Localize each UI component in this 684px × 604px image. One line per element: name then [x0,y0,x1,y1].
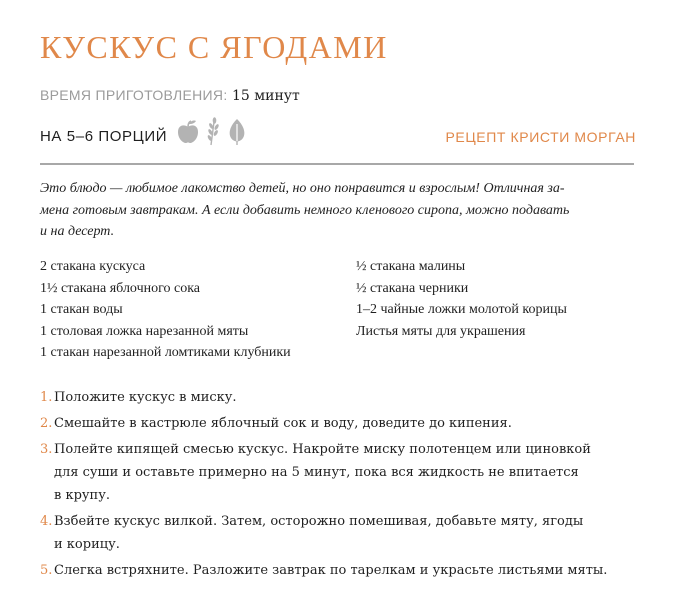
recipe-author: РЕЦЕПТ КРИСТИ МОРГАН [445,129,636,145]
ingredient-item: 1½ стакана яблочного сока [40,280,201,296]
recipe-title: КУСКУС С ЯГОДАМИ [40,29,388,65]
prep-time-value: 15 минут [227,88,300,104]
ingredient-item: Листья мяты для украшения [356,323,526,339]
step-item [40,386,237,409]
servings: НА 5–6 ПОРЦИЙ [40,128,168,145]
prep-time-label: ВРЕМЯ ПРИГОТОВЛЕНИЯ: [40,87,228,103]
step-text: и корицу. [54,537,120,552]
ingredient-item: 2 стакана кускуса [40,259,146,274]
step-item [40,559,607,582]
wheat-icon [202,116,224,146]
ingredient-item: 1 стакан нарезанной ломтиками клубники [40,345,291,360]
intro-line: мена готовым завтракам. А если добавить немного кленового сиропа, можно подавать [40,202,570,218]
step-text: Смешайте в кастрюле яблочный сок и воду, доведите до кипения. [54,416,512,431]
step-text: Положите кускус в миску. [54,390,237,405]
step-number: 4. [40,514,53,529]
ingredients-left [40,256,291,364]
ingredient-item: ½ стакана малины [356,259,466,274]
step-text: Полейте кипящей смесью кускус. Накройте миску полотенцем или циновкой [54,442,591,457]
step-text: для суши и оставьте примерно на 5 минут, пока вся жидкость не впитается [54,465,579,480]
header-divider [40,163,634,165]
apple-icon [176,116,200,146]
ingredient-item: 1 стакан воды [40,302,123,317]
ingredient-item: 1 столовая ложка нарезанной мяты [40,323,249,339]
ingredient-item: 1–2 чайные ложки молотой корицы [356,302,567,317]
step-item [40,510,583,556]
step-text: Слегка встряхните. Разложите завтрак по тарелкам и украсьте листьями мяты. [54,563,608,578]
step-item [40,438,591,507]
step-text: в крупу. [54,488,110,503]
diet-icons [176,116,248,146]
step-item [40,412,512,435]
step-number: 1. [40,390,53,405]
intro-line: Это блюдо — любимое лакомство детей, но оно понравится и взрослым! Отличная за- [40,181,565,196]
ingredient-item: ½ стакана черники [356,280,469,296]
step-number: 3. [40,442,53,457]
intro-line: и на десерт. [40,224,115,239]
recipe-intro [40,178,634,243]
step-text: Взбейте кускус вилкой. Затем, осторожно помешивая, добавьте мяту, ягоды [54,514,584,529]
leaf-icon [226,116,248,146]
recipe-page [40,0,636,604]
step-number: 2. [40,416,53,431]
ingredients-right [356,256,567,342]
prep-time [40,86,300,105]
step-number: 5. [40,563,53,578]
